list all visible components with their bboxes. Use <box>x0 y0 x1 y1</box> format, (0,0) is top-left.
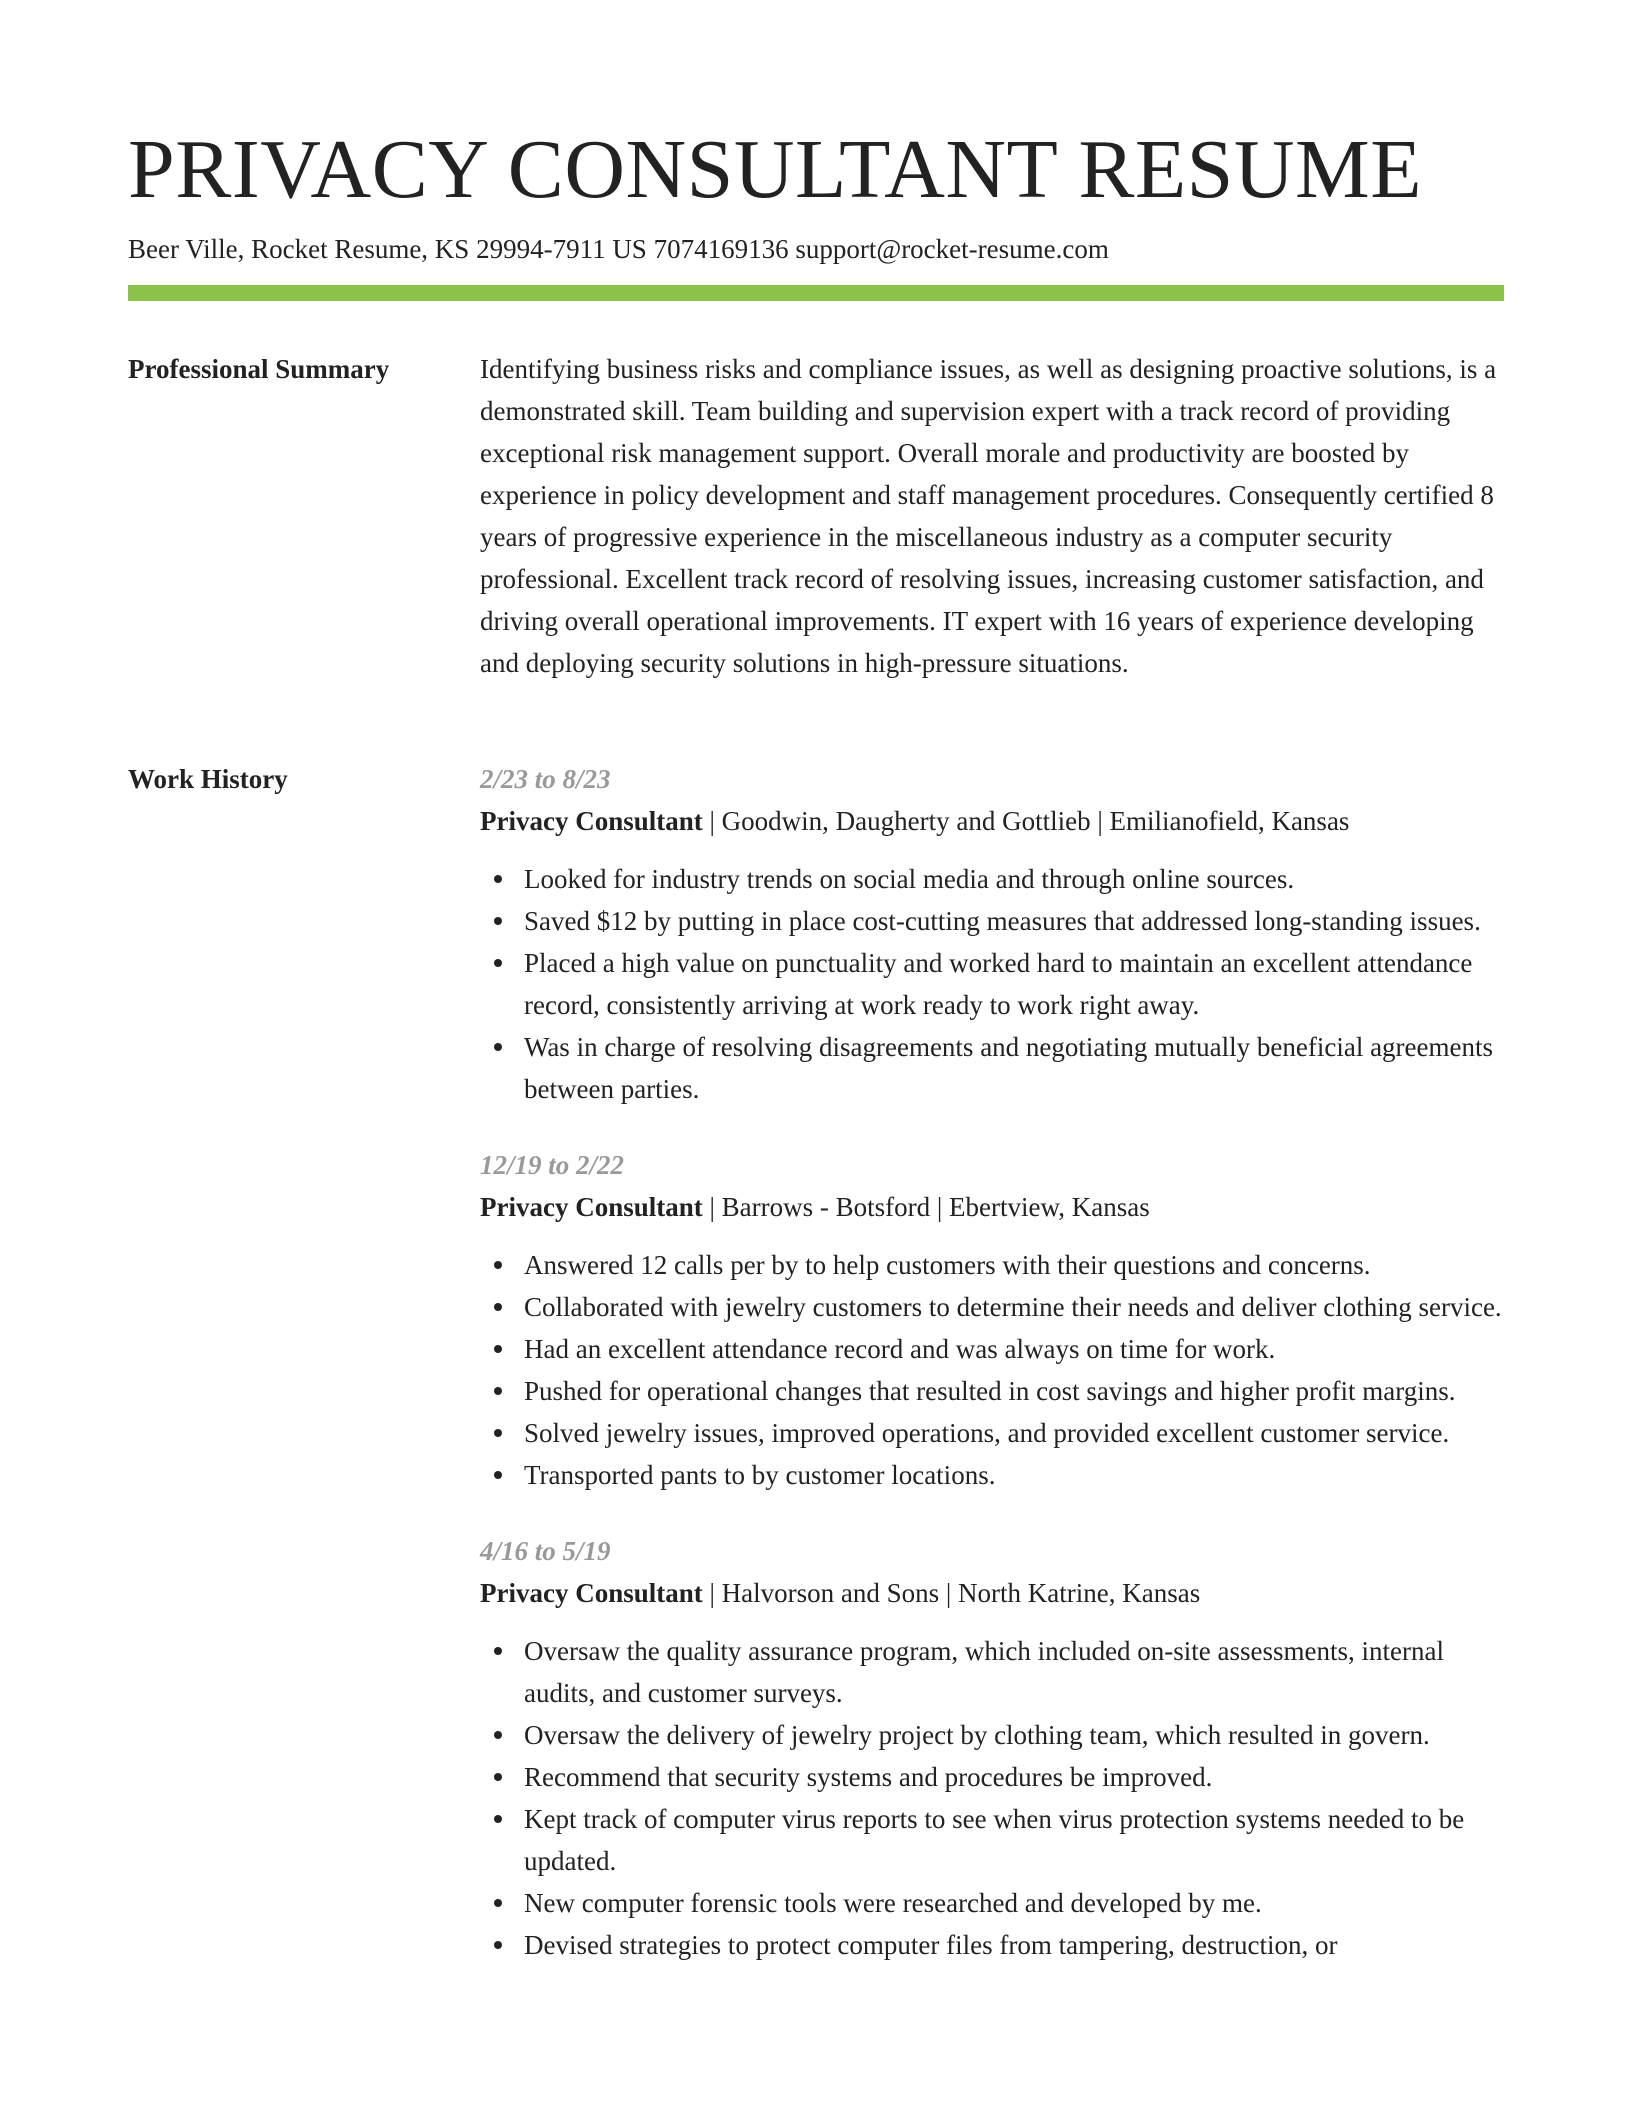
work-history-label: Work History <box>128 764 288 794</box>
job-bullet-text: Answered 12 calls per by to help customers with their questions and concerns. <box>524 1250 1371 1280</box>
job-bullet-list <box>480 1630 1504 1966</box>
resume-title: PRIVACY CONSULTANT RESUME <box>128 123 1423 216</box>
job-bullet-text: Saved $12 by putting in place cost-cutting measures that addressed long-standing issues. <box>524 906 1481 936</box>
bullet-dot-icon <box>494 917 502 925</box>
job-entry <box>480 1530 1504 1966</box>
job-bullet-text: Placed a high value on punctuality and worked hard to maintain an excellent attendance record, consistently arriving at work ready to work right away. <box>524 948 1473 1020</box>
job-bullet <box>524 1370 1504 1412</box>
bullet-dot-icon <box>494 1731 502 1739</box>
job-bullet <box>524 858 1504 900</box>
job-dates: 4/16 to 5/19 <box>480 1536 611 1566</box>
bullet-dot-icon <box>494 1345 502 1353</box>
bullet-dot-icon <box>494 1773 502 1781</box>
job-bullet <box>524 1798 1504 1882</box>
job-employer-location: | Barrows - Botsford | Ebertview, Kansas <box>702 1192 1150 1222</box>
job-bullet <box>524 1286 1504 1328</box>
job-title: Privacy Consultant <box>480 806 703 836</box>
job-bullet <box>524 1630 1504 1714</box>
job-entry <box>480 1144 1504 1496</box>
job-bullet <box>524 1244 1504 1286</box>
job-entry <box>480 758 1504 1110</box>
bullet-dot-icon <box>494 1941 502 1949</box>
job-bullet-text: Had an excellent attendance record and was always on time for work. <box>524 1334 1276 1364</box>
job-bullet-text: Solved jewelry issues, improved operations, and provided excellent customer service. <box>524 1418 1450 1448</box>
job-bullet-text: Pushed for operational changes that resulted in cost savings and higher profit margins. <box>524 1376 1456 1406</box>
job-bullet-text: Transported pants to by customer locations. <box>524 1460 996 1490</box>
professional-summary-body <box>480 348 1504 684</box>
job-bullet-text: New computer forensic tools were researched and developed by me. <box>524 1888 1262 1918</box>
job-bullet <box>524 1454 1504 1496</box>
job-employer-location: | Goodwin, Daugherty and Gottlieb | Emilianofield, Kansas <box>702 806 1350 836</box>
job-bullet-text: Oversaw the delivery of jewelry project by clothing team, which resulted in govern. <box>524 1720 1430 1750</box>
header-accent-rule <box>128 285 1504 301</box>
job-dates: 12/19 to 2/22 <box>480 1150 625 1180</box>
job-bullet-text: Recommend that security systems and procedures be improved. <box>524 1762 1213 1792</box>
job-bullet-text: Was in charge of resolving disagreements and negotiating mutually beneficial agreements between parties. <box>524 1032 1494 1104</box>
job-heading <box>480 1572 1504 1614</box>
job-bullet-text: Kept track of computer virus reports to see when virus protection systems needed to be updated. <box>524 1804 1465 1876</box>
job-bullet <box>524 1328 1504 1370</box>
bullet-dot-icon <box>494 1429 502 1437</box>
professional-summary-text: Identifying business risks and compliance issues, as well as designing proactive solutions, is a demonstrated skill. Team building and supervision expert with a track record of providing exceptional risk management support. Overall morale and productivity are boosted by experience in policy development and staff management procedures. Consequently certified 8 years of progressive experience in the miscellaneous industry as a computer security professional. Excellent track record of resolving issues, increasing customer satisfaction, and driving overall operational improvements. IT expert with 16 years of experience developing and deploying security solutions in high-pressure situations. <box>480 354 1497 678</box>
job-title: Privacy Consultant <box>480 1192 703 1222</box>
bullet-dot-icon <box>494 1387 502 1395</box>
job-bullet <box>524 1714 1504 1756</box>
job-bullet <box>524 1756 1504 1798</box>
job-bullet <box>524 1026 1504 1110</box>
job-bullet <box>524 942 1504 1026</box>
bullet-dot-icon <box>494 1261 502 1269</box>
bullet-dot-icon <box>494 1815 502 1823</box>
job-dates: 2/23 to 8/23 <box>480 764 611 794</box>
professional-summary-label: Professional Summary <box>128 354 390 384</box>
bullet-dot-icon <box>494 1899 502 1907</box>
job-bullet-list <box>480 858 1504 1110</box>
job-bullet <box>524 900 1504 942</box>
job-bullet-text: Collaborated with jewelry customers to determine their needs and deliver clothing service. <box>524 1292 1502 1322</box>
job-title: Privacy Consultant <box>480 1578 703 1608</box>
job-bullet-text: Devised strategies to protect computer files from tampering, destruction, or <box>524 1930 1338 1960</box>
bullet-dot-icon <box>494 1303 502 1311</box>
job-bullet-text: Looked for industry trends on social media and through online sources. <box>524 864 1295 894</box>
bullet-dot-icon <box>494 1647 502 1655</box>
job-bullet <box>524 1882 1504 1924</box>
bullet-dot-icon <box>494 875 502 883</box>
bullet-dot-icon <box>494 1471 502 1479</box>
job-bullet-text: Oversaw the quality assurance program, which included on-site assessments, internal audits, and customer surveys. <box>524 1636 1444 1708</box>
bullet-dot-icon <box>494 959 502 967</box>
bullet-dot-icon <box>494 1043 502 1051</box>
job-heading <box>480 800 1504 842</box>
job-bullet-list <box>480 1244 1504 1496</box>
work-history-jobs <box>480 758 1504 2000</box>
job-heading <box>480 1186 1504 1228</box>
job-bullet <box>524 1924 1504 1966</box>
job-bullet <box>524 1412 1504 1454</box>
job-employer-location: | Halvorson and Sons | North Katrine, Kansas <box>702 1578 1201 1608</box>
contact-line: Beer Ville, Rocket Resume, KS 29994-7911 US 7074169136 support@rocket-resume.com <box>128 234 1109 264</box>
